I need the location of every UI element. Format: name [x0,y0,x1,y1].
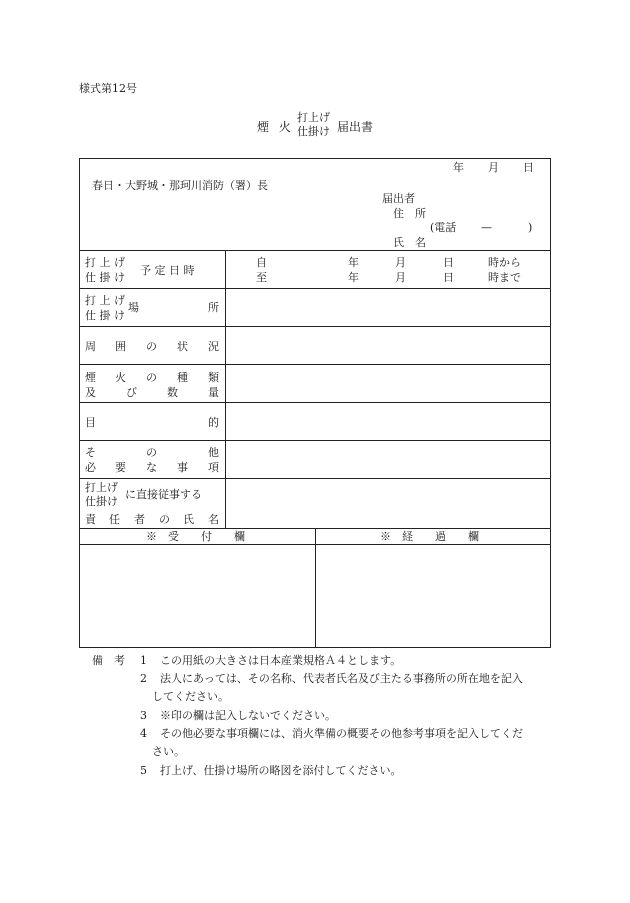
responsible-tail: に直接従事する [125,488,202,501]
other-char: 事 [177,461,188,474]
type-char: 及 [85,386,96,399]
note-number: 4 [140,727,147,740]
type-char: 煙 [85,371,96,384]
schedule-from-suffix: 時から [488,256,521,269]
phone-dash: — [481,221,492,234]
applicant-label: 届出者 [382,192,415,205]
date-month-label: 月 [488,161,499,174]
responsible-char: 氏 [183,513,194,526]
other-char: な [146,461,157,474]
note-text: 法人にあっては、その名称、代表者氏名及び主たる事務所の所在地を記入 [160,672,523,685]
address-label: 住 所 [393,207,426,220]
surroundings-char: 況 [208,340,219,353]
schedule-label-right: 予 定 日 時 [140,264,195,277]
location-label-bottom: 仕 掛 け [85,309,125,322]
responsible-stack-top: 打上げ [85,481,118,494]
surroundings-char: 囲 [115,340,126,353]
row-divider [79,364,551,365]
reception-column-header: ※ 受 付 欄 [146,530,245,543]
title-stack [297,111,330,139]
schedule-label-top: 打 上 げ [85,256,125,269]
type-char: 火 [115,371,126,384]
type-char: 量 [208,386,219,399]
responsible-char: 者 [134,513,145,526]
phone-close: ) [528,221,533,234]
note-text-continued: してください。 [152,690,229,703]
location-label-end: 所 [208,301,219,314]
note-text: 打上げ、仕掛け場所の略図を添付してください。 [160,764,402,777]
type-char: 数 [167,386,178,399]
other-char: 項 [208,461,219,474]
row-divider [79,478,551,479]
schedule-to-year: 年 [348,271,359,284]
schedule-from-month: 月 [395,256,406,269]
schedule-to-prefix: 至 [256,271,267,284]
schedule-to-suffix: 時まで [488,271,521,284]
notes-label: 備 考 [92,654,125,667]
schedule-from-year: 年 [348,256,359,269]
note-number: 2 [140,672,147,685]
row-divider [79,326,551,327]
progress-column-header: ※ 経 過 欄 [380,530,479,543]
location-label-top: 打 上 げ [85,294,125,307]
note-text: その他必要な事項欄には、消火準備の概要その他参考事項を記入してくだ [160,727,523,740]
purpose-label-start: 目 [85,416,96,429]
purpose-label-end: 的 [208,416,219,429]
note-number: 1 [140,654,147,667]
other-char: の [146,446,157,459]
note-number: 5 [140,764,147,777]
title-fireworks: 煙 火 [257,120,294,134]
surroundings-char: の [146,340,157,353]
schedule-to-day: 日 [443,271,454,284]
form-number: 様式第12号 [79,82,137,95]
schedule-label-bottom: 仕 掛 け [85,271,125,284]
responsible-stack-bottom: 仕掛け [85,495,118,508]
surroundings-char: 周 [85,340,96,353]
note-text-continued: さい。 [152,745,185,758]
responsible-char: 責 [85,513,96,526]
name-label: 氏 名 [393,236,426,249]
other-char: そ [85,446,96,459]
responsible-char: 任 [109,513,120,526]
note-number: 3 [140,709,147,722]
other-char: 要 [115,461,126,474]
schedule-from-day: 日 [443,256,454,269]
schedule-to-month: 月 [395,271,406,284]
title-stack-top: 打上げ [297,111,330,124]
row-divider [79,402,551,403]
row-divider [79,440,551,441]
title-notification: 届出書 [337,120,374,134]
responsible-char: の [159,513,170,526]
type-char: 類 [208,371,219,384]
surroundings-char: 状 [177,340,188,353]
phone-label: (電話 [430,221,457,234]
responsible-char: 名 [208,513,219,526]
office-column-divider [315,528,316,648]
note-text: この用紙の大きさは日本産業規格Ａ４とします。 [160,654,402,667]
location-label-mid: 場 [128,301,139,314]
other-char: 必 [85,461,96,474]
other-char: 他 [208,446,219,459]
type-char: 種 [177,371,188,384]
addressee: 春日・大野城・那珂川消防（署）長 [92,179,268,192]
type-char: の [146,371,157,384]
title-stack-bottom: 仕掛け [297,125,330,138]
date-day-label: 日 [523,161,534,174]
date-year-label: 年 [453,161,464,174]
note-text: ※印の欄は記入しないでください。 [160,709,336,722]
row-divider [79,288,551,289]
row-divider [79,250,551,251]
schedule-from-prefix: 自 [256,256,267,269]
type-char: び [126,386,137,399]
label-column-divider [225,250,226,528]
